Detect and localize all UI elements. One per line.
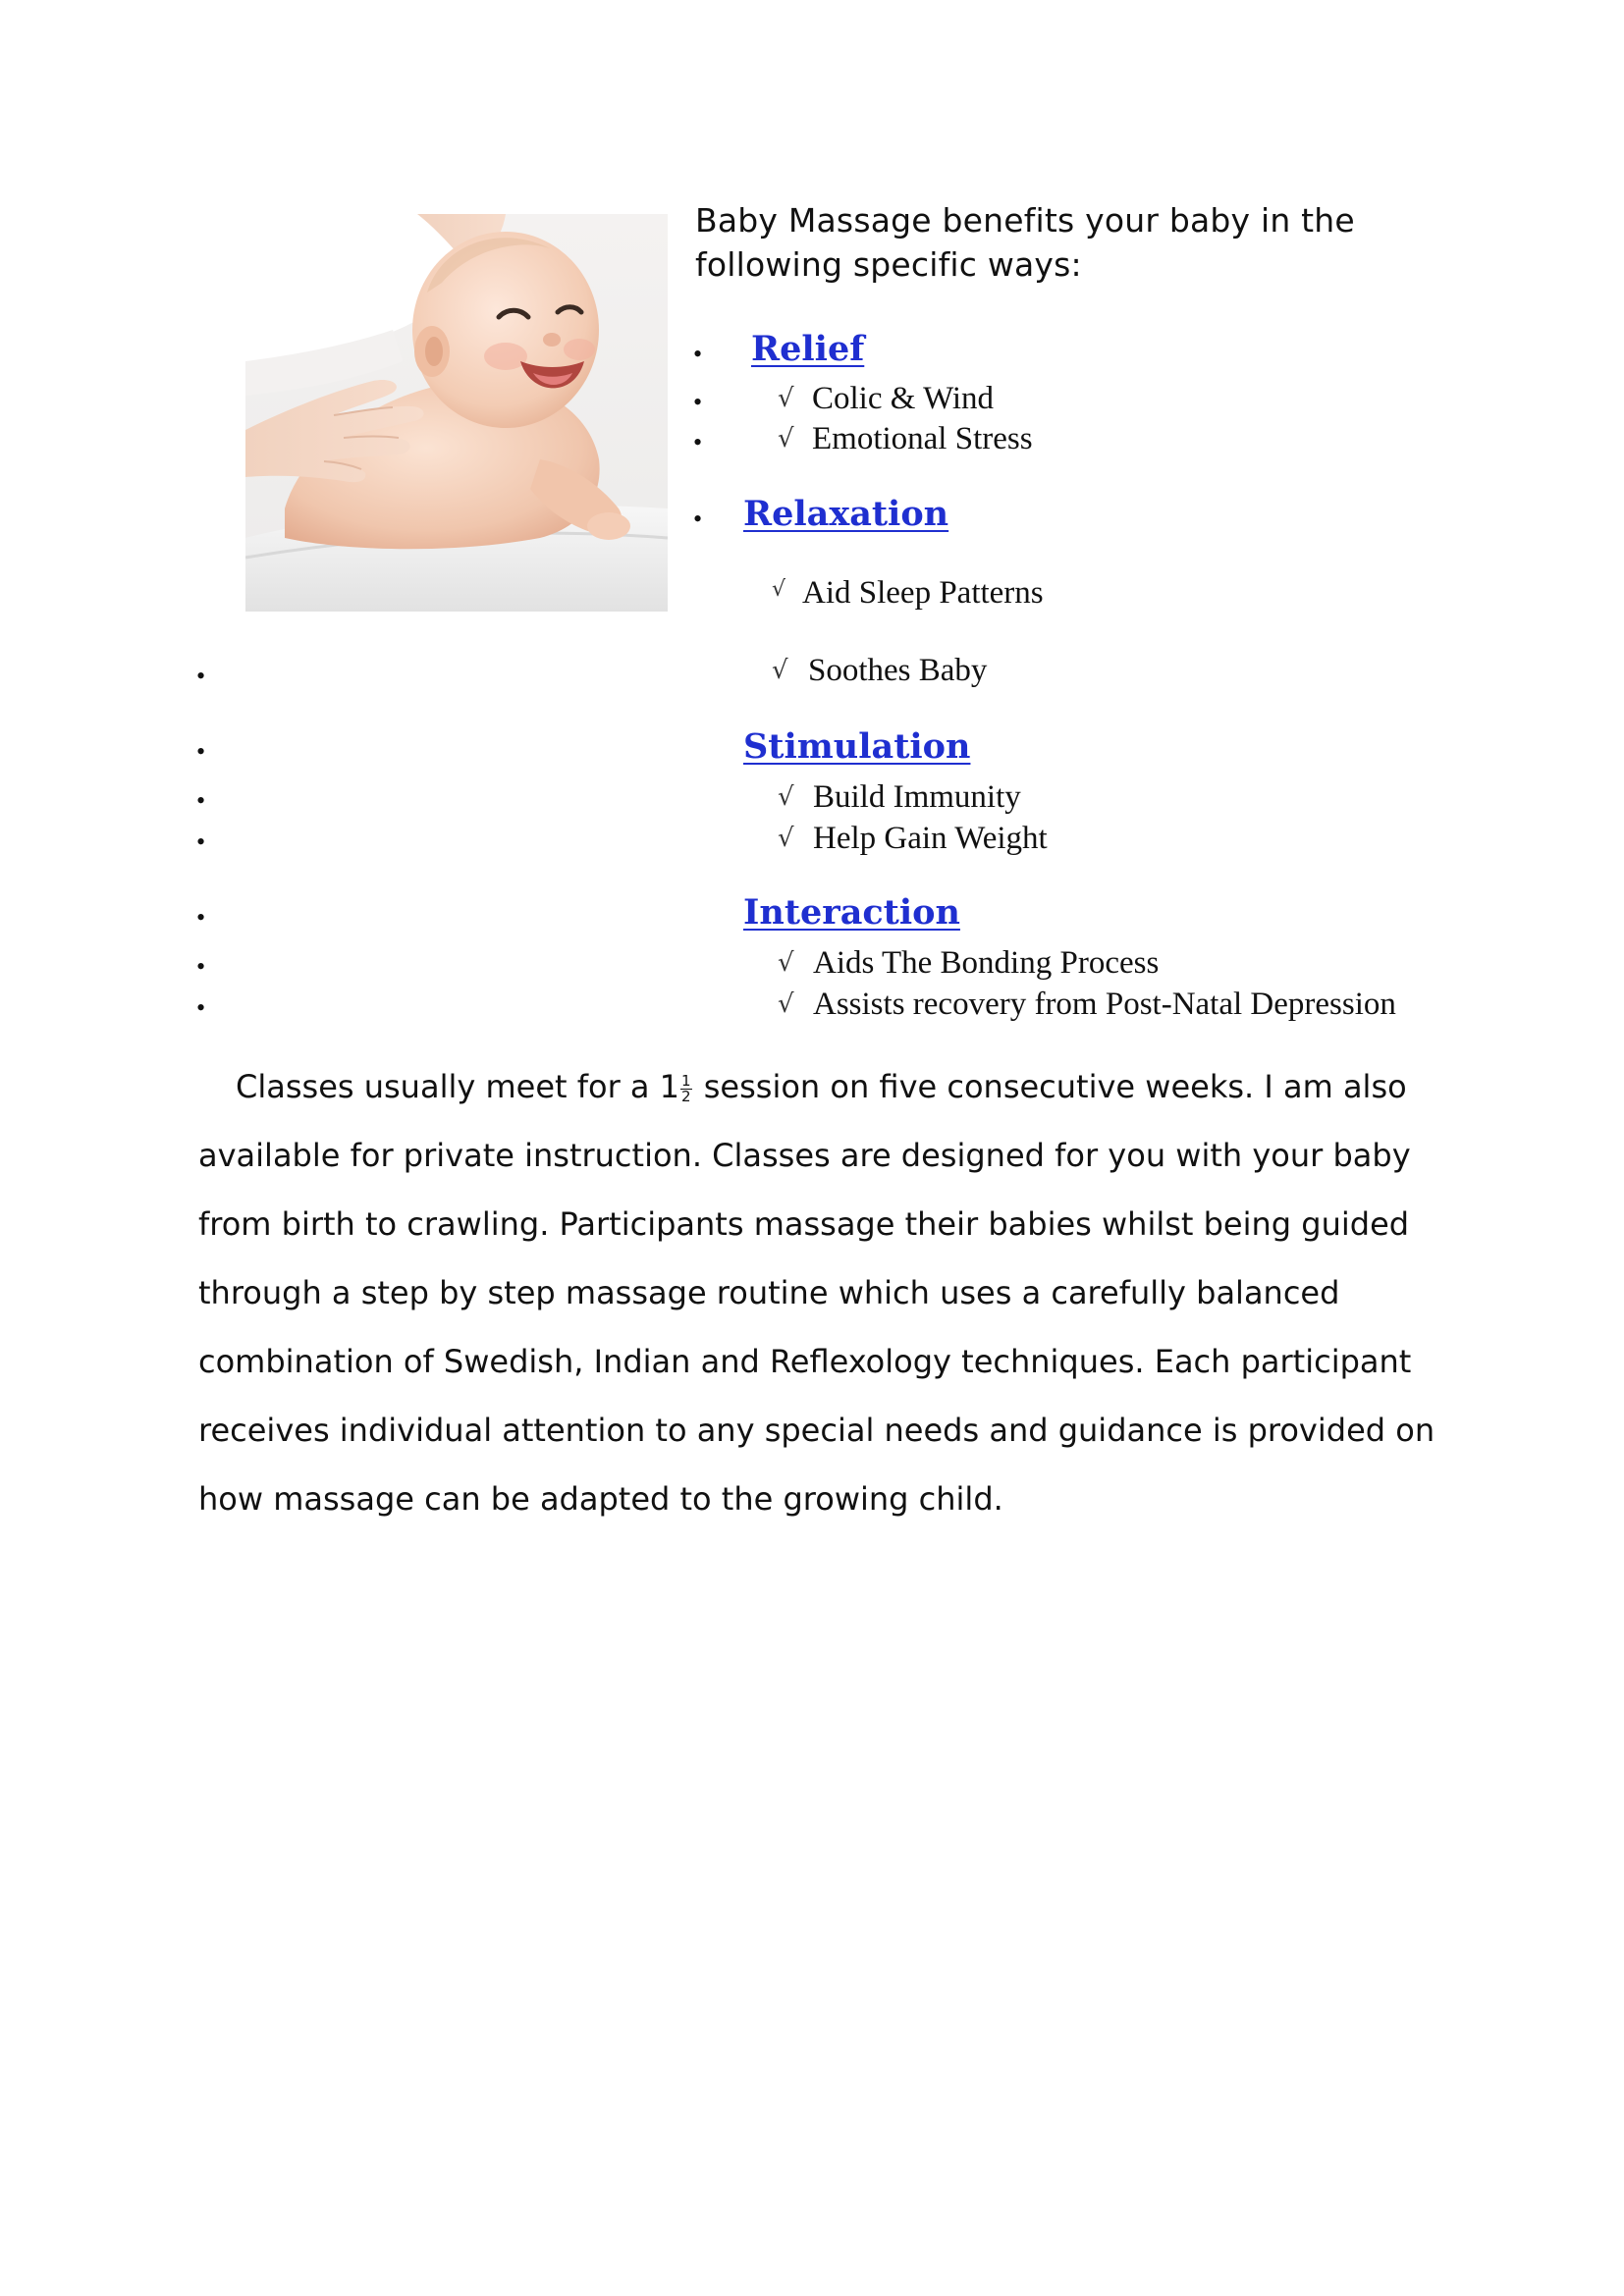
paragraph-line-6: receives individual attention to any special needs and guidance is provided on bbox=[198, 1412, 1435, 1449]
bullet: • bbox=[693, 505, 703, 533]
check-icon: √ bbox=[778, 782, 794, 812]
check-icon: √ bbox=[772, 577, 786, 602]
check-icon: √ bbox=[772, 656, 788, 685]
baby-massage-photo bbox=[245, 214, 668, 612]
list-item: Help Gain Weight bbox=[813, 821, 1048, 856]
check-icon: √ bbox=[778, 384, 794, 413]
paragraph-line-7: how massage can be adapted to the growing child. bbox=[198, 1480, 1003, 1518]
intro-line-1: Baby Massage benefits your baby in the bbox=[695, 201, 1355, 240]
paragraph-line-5: combination of Swedish, Indian and Reflexology techniques. Each participant bbox=[198, 1343, 1412, 1380]
list-item: Soothes Baby bbox=[808, 653, 988, 688]
heading-stimulation[interactable]: Stimulation bbox=[743, 726, 971, 767]
paragraph-line-1: Classes usually meet for a 1 $\frac{1}{2}$ session on five consecutive weeks. I am also bbox=[236, 1068, 1407, 1105]
bullet: • bbox=[693, 340, 703, 368]
list-item: Aids The Bonding Process bbox=[813, 945, 1160, 981]
bullet: • bbox=[196, 993, 206, 1022]
bullet: • bbox=[196, 737, 206, 766]
heading-interaction[interactable]: Interaction bbox=[743, 892, 960, 933]
check-icon: √ bbox=[778, 989, 794, 1019]
heading-relief[interactable]: Relief bbox=[751, 329, 865, 369]
fraction: $\frac{1}{2}$ bbox=[681, 1071, 691, 1105]
paragraph-line-2: available for private instruction. Classes are designed for you with your baby bbox=[198, 1137, 1411, 1174]
bullet: • bbox=[196, 952, 206, 981]
intro-line-2: following specific ways: bbox=[695, 245, 1082, 284]
list-item: Aid Sleep Patterns bbox=[802, 575, 1044, 611]
list-item: Emotional Stress bbox=[812, 421, 1033, 456]
check-icon: √ bbox=[778, 824, 794, 853]
bullet: • bbox=[196, 662, 206, 690]
check-icon: √ bbox=[778, 948, 794, 978]
list-item: Colic & Wind bbox=[812, 381, 995, 416]
paragraph-line-4: through a step by step massage routine which uses a carefully balanced bbox=[198, 1274, 1340, 1311]
bullet: • bbox=[196, 903, 206, 932]
heading-relaxation[interactable]: Relaxation bbox=[743, 494, 949, 534]
bullet: • bbox=[196, 828, 206, 856]
bullet: • bbox=[693, 388, 703, 416]
list-item: Assists recovery from Post-Natal Depression bbox=[813, 987, 1396, 1022]
check-icon: √ bbox=[778, 424, 794, 454]
bullet: • bbox=[693, 428, 703, 456]
bullet: • bbox=[196, 786, 206, 815]
list-item: Build Immunity bbox=[813, 779, 1021, 815]
paragraph-line-3: from birth to crawling. Participants massage their babies whilst being guided bbox=[198, 1205, 1410, 1243]
